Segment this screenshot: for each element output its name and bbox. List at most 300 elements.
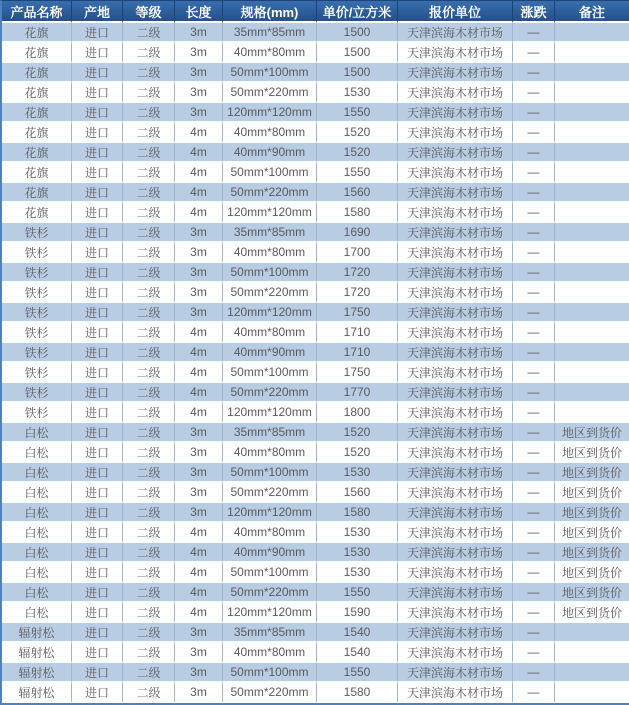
cell-product: 铁杉: [2, 343, 72, 363]
cell-length: 3m: [175, 443, 223, 463]
cell-grade: 二级: [123, 103, 175, 123]
cell-change: —: [513, 63, 555, 83]
cell-origin: 进口: [72, 63, 123, 83]
col-header-price: 单价/立方米: [317, 1, 398, 23]
cell-price: 1580: [317, 683, 398, 703]
cell-price: 1720: [317, 263, 398, 283]
cell-spec: 120mm*120mm: [223, 203, 317, 223]
cell-change: —: [513, 643, 555, 663]
cell-change: —: [513, 123, 555, 143]
cell-grade: 二级: [123, 243, 175, 263]
table-row: [2, 143, 629, 163]
cell-note: [555, 303, 629, 323]
cell-grade: 二级: [123, 123, 175, 143]
cell-note: 地区到货价: [555, 523, 629, 543]
cell-grade: 二级: [123, 223, 175, 243]
cell-change: —: [513, 183, 555, 203]
cell-grade: 二级: [123, 383, 175, 403]
cell-grade: 二级: [123, 443, 175, 463]
table-row: [2, 103, 629, 123]
cell-origin: 进口: [72, 123, 123, 143]
cell-quoter: 天津滨海木材市场: [398, 103, 513, 123]
cell-price: 1520: [317, 123, 398, 143]
table-row: [2, 403, 629, 423]
cell-price: 1560: [317, 183, 398, 203]
cell-note: 地区到货价: [555, 543, 629, 563]
cell-change: —: [513, 583, 555, 603]
cell-product: 铁杉: [2, 283, 72, 303]
cell-note: [555, 683, 629, 703]
cell-length: 3m: [175, 223, 223, 243]
cell-length: 3m: [175, 663, 223, 683]
cell-product: 辐射松: [2, 623, 72, 643]
cell-change: —: [513, 323, 555, 343]
cell-length: 4m: [175, 543, 223, 563]
table-row: [2, 343, 629, 363]
cell-grade: 二级: [123, 423, 175, 443]
cell-origin: 进口: [72, 663, 123, 683]
cell-origin: 进口: [72, 103, 123, 123]
cell-origin: 进口: [72, 583, 123, 603]
cell-quoter: 天津滨海木材市场: [398, 63, 513, 83]
cell-quoter: 天津滨海木材市场: [398, 403, 513, 423]
cell-product: 花旗: [2, 83, 72, 103]
cell-length: 3m: [175, 463, 223, 483]
cell-grade: 二级: [123, 583, 175, 603]
cell-quoter: 天津滨海木材市场: [398, 363, 513, 383]
cell-spec: 50mm*100mm: [223, 463, 317, 483]
cell-quoter: 天津滨海木材市场: [398, 183, 513, 203]
cell-grade: 二级: [123, 163, 175, 183]
cell-spec: 40mm*80mm: [223, 323, 317, 343]
cell-grade: 二级: [123, 363, 175, 383]
table-row: [2, 123, 629, 143]
cell-origin: 进口: [72, 443, 123, 463]
cell-length: 3m: [175, 263, 223, 283]
cell-quoter: 天津滨海木材市场: [398, 563, 513, 583]
cell-length: 4m: [175, 183, 223, 203]
cell-quoter: 天津滨海木材市场: [398, 23, 513, 43]
cell-grade: 二级: [123, 483, 175, 503]
cell-length: 3m: [175, 63, 223, 83]
cell-origin: 进口: [72, 563, 123, 583]
cell-product: 铁杉: [2, 403, 72, 423]
cell-quoter: 天津滨海木材市场: [398, 143, 513, 163]
cell-length: 3m: [175, 103, 223, 123]
table-row: [2, 83, 629, 103]
cell-grade: 二级: [123, 263, 175, 283]
cell-product: 铁杉: [2, 323, 72, 343]
table-row: [2, 663, 629, 683]
cell-note: 地区到货价: [555, 463, 629, 483]
cell-origin: 进口: [72, 523, 123, 543]
cell-origin: 进口: [72, 423, 123, 443]
cell-quoter: 天津滨海木材市场: [398, 583, 513, 603]
cell-spec: 50mm*220mm: [223, 383, 317, 403]
table-row: [2, 283, 629, 303]
cell-length: 3m: [175, 283, 223, 303]
cell-note: [555, 403, 629, 423]
table-row: [2, 163, 629, 183]
table-row: [2, 423, 629, 443]
cell-product: 白松: [2, 583, 72, 603]
cell-origin: 进口: [72, 643, 123, 663]
cell-origin: 进口: [72, 503, 123, 523]
cell-change: —: [513, 623, 555, 643]
cell-change: —: [513, 603, 555, 623]
cell-origin: 进口: [72, 43, 123, 63]
cell-spec: 35mm*85mm: [223, 423, 317, 443]
cell-length: 3m: [175, 43, 223, 63]
cell-note: [555, 143, 629, 163]
cell-price: 1530: [317, 463, 398, 483]
cell-change: —: [513, 163, 555, 183]
cell-note: [555, 343, 629, 363]
cell-product: 铁杉: [2, 303, 72, 323]
cell-note: [555, 223, 629, 243]
cell-note: [555, 623, 629, 643]
cell-quoter: 天津滨海木材市场: [398, 343, 513, 363]
cell-change: —: [513, 23, 555, 43]
cell-quoter: 天津滨海木材市场: [398, 383, 513, 403]
cell-length: 4m: [175, 383, 223, 403]
cell-length: 4m: [175, 563, 223, 583]
cell-length: 3m: [175, 483, 223, 503]
col-header-grade: 等级: [123, 1, 175, 23]
cell-grade: 二级: [123, 663, 175, 683]
cell-change: —: [513, 463, 555, 483]
cell-product: 白松: [2, 503, 72, 523]
cell-change: —: [513, 263, 555, 283]
cell-price: 1550: [317, 583, 398, 603]
cell-change: —: [513, 543, 555, 563]
cell-price: 1530: [317, 83, 398, 103]
cell-change: —: [513, 403, 555, 423]
cell-price: 1520: [317, 423, 398, 443]
cell-note: [555, 663, 629, 683]
cell-origin: 进口: [72, 263, 123, 283]
cell-spec: 50mm*220mm: [223, 183, 317, 203]
cell-grade: 二级: [123, 183, 175, 203]
cell-origin: 进口: [72, 543, 123, 563]
cell-note: 地区到货价: [555, 583, 629, 603]
cell-length: 3m: [175, 683, 223, 703]
cell-product: 花旗: [2, 203, 72, 223]
cell-product: 辐射松: [2, 683, 72, 703]
cell-price: 1700: [317, 243, 398, 263]
cell-origin: 进口: [72, 23, 123, 43]
cell-spec: 40mm*90mm: [223, 343, 317, 363]
cell-grade: 二级: [123, 603, 175, 623]
col-header-spec: 规格(mm): [223, 1, 317, 23]
cell-price: 1580: [317, 203, 398, 223]
cell-note: [555, 203, 629, 223]
cell-price: 1520: [317, 443, 398, 463]
cell-length: 4m: [175, 603, 223, 623]
cell-spec: 35mm*85mm: [223, 223, 317, 243]
cell-product: 铁杉: [2, 243, 72, 263]
cell-price: 1750: [317, 303, 398, 323]
cell-origin: 进口: [72, 163, 123, 183]
cell-grade: 二级: [123, 543, 175, 563]
col-header-quoter: 报价单位: [398, 1, 513, 23]
cell-length: 3m: [175, 643, 223, 663]
cell-origin: 进口: [72, 623, 123, 643]
cell-grade: 二级: [123, 23, 175, 43]
cell-note: [555, 263, 629, 283]
cell-spec: 35mm*85mm: [223, 623, 317, 643]
cell-origin: 进口: [72, 363, 123, 383]
cell-origin: 进口: [72, 303, 123, 323]
cell-note: [555, 323, 629, 343]
cell-grade: 二级: [123, 323, 175, 343]
cell-length: 3m: [175, 503, 223, 523]
cell-change: —: [513, 203, 555, 223]
table-row: [2, 23, 629, 43]
cell-product: 白松: [2, 523, 72, 543]
cell-grade: 二级: [123, 283, 175, 303]
cell-note: [555, 23, 629, 43]
cell-change: —: [513, 243, 555, 263]
cell-grade: 二级: [123, 83, 175, 103]
table-row: [2, 523, 629, 543]
cell-spec: 40mm*80mm: [223, 243, 317, 263]
cell-change: —: [513, 483, 555, 503]
cell-price: 1550: [317, 163, 398, 183]
cell-note: 地区到货价: [555, 503, 629, 523]
header-row: [2, 1, 629, 23]
cell-change: —: [513, 503, 555, 523]
cell-price: 1590: [317, 603, 398, 623]
cell-spec: 40mm*90mm: [223, 543, 317, 563]
cell-price: 1800: [317, 403, 398, 423]
cell-origin: 进口: [72, 683, 123, 703]
cell-quoter: 天津滨海木材市场: [398, 483, 513, 503]
cell-note: [555, 123, 629, 143]
table-row: [2, 563, 629, 583]
col-header-origin: 产地: [72, 1, 123, 23]
cell-grade: 二级: [123, 343, 175, 363]
cell-note: [555, 63, 629, 83]
col-header-note: 备注: [555, 1, 629, 23]
cell-product: 花旗: [2, 183, 72, 203]
cell-grade: 二级: [123, 63, 175, 83]
cell-note: [555, 183, 629, 203]
cell-spec: 40mm*90mm: [223, 143, 317, 163]
cell-price: 1500: [317, 63, 398, 83]
cell-spec: 50mm*100mm: [223, 363, 317, 383]
cell-price: 1710: [317, 343, 398, 363]
cell-quoter: 天津滨海木材市场: [398, 223, 513, 243]
cell-price: 1560: [317, 483, 398, 503]
cell-product: 辐射松: [2, 663, 72, 683]
cell-length: 4m: [175, 163, 223, 183]
cell-length: 4m: [175, 123, 223, 143]
cell-origin: 进口: [72, 223, 123, 243]
cell-change: —: [513, 223, 555, 243]
cell-length: 4m: [175, 203, 223, 223]
cell-length: 4m: [175, 323, 223, 343]
cell-spec: 50mm*220mm: [223, 683, 317, 703]
cell-product: 辐射松: [2, 643, 72, 663]
table-row: [2, 363, 629, 383]
cell-change: —: [513, 103, 555, 123]
cell-quoter: 天津滨海木材市场: [398, 683, 513, 703]
cell-note: 地区到货价: [555, 483, 629, 503]
cell-spec: 40mm*80mm: [223, 643, 317, 663]
cell-length: 4m: [175, 523, 223, 543]
cell-change: —: [513, 563, 555, 583]
table-row: [2, 503, 629, 523]
cell-spec: 40mm*80mm: [223, 523, 317, 543]
cell-origin: 进口: [72, 603, 123, 623]
cell-price: 1540: [317, 623, 398, 643]
cell-length: 3m: [175, 423, 223, 443]
cell-spec: 120mm*120mm: [223, 503, 317, 523]
cell-length: 3m: [175, 23, 223, 43]
cell-spec: 40mm*80mm: [223, 443, 317, 463]
cell-length: 3m: [175, 243, 223, 263]
cell-quoter: 天津滨海木材市场: [398, 423, 513, 443]
cell-note: 地区到货价: [555, 603, 629, 623]
cell-product: 白松: [2, 603, 72, 623]
cell-change: —: [513, 423, 555, 443]
cell-change: —: [513, 663, 555, 683]
cell-quoter: 天津滨海木材市场: [398, 203, 513, 223]
cell-product: 花旗: [2, 163, 72, 183]
cell-origin: 进口: [72, 243, 123, 263]
cell-note: [555, 83, 629, 103]
table-row: [2, 683, 629, 703]
cell-spec: 50mm*100mm: [223, 63, 317, 83]
cell-length: 4m: [175, 343, 223, 363]
cell-quoter: 天津滨海木材市场: [398, 543, 513, 563]
cell-note: [555, 643, 629, 663]
cell-quoter: 天津滨海木材市场: [398, 283, 513, 303]
cell-grade: 二级: [123, 463, 175, 483]
cell-quoter: 天津滨海木材市场: [398, 663, 513, 683]
cell-price: 1500: [317, 43, 398, 63]
cell-length: 4m: [175, 403, 223, 423]
cell-grade: 二级: [123, 563, 175, 583]
cell-product: 铁杉: [2, 223, 72, 243]
table-row: [2, 623, 629, 643]
table-row: [2, 183, 629, 203]
cell-quoter: 天津滨海木材市场: [398, 463, 513, 483]
cell-note: 地区到货价: [555, 443, 629, 463]
cell-price: 1770: [317, 383, 398, 403]
cell-origin: 进口: [72, 403, 123, 423]
cell-change: —: [513, 43, 555, 63]
cell-spec: 50mm*220mm: [223, 283, 317, 303]
cell-quoter: 天津滨海木材市场: [398, 443, 513, 463]
cell-change: —: [513, 343, 555, 363]
cell-quoter: 天津滨海木材市场: [398, 323, 513, 343]
cell-change: —: [513, 283, 555, 303]
table-row: [2, 483, 629, 503]
table-row: [2, 643, 629, 663]
cell-note: [555, 283, 629, 303]
cell-product: 铁杉: [2, 263, 72, 283]
cell-spec: 50mm*220mm: [223, 83, 317, 103]
table-row: [2, 203, 629, 223]
cell-length: 3m: [175, 303, 223, 323]
cell-change: —: [513, 363, 555, 383]
cell-grade: 二级: [123, 303, 175, 323]
cell-origin: 进口: [72, 283, 123, 303]
cell-product: 花旗: [2, 63, 72, 83]
col-header-change: 涨跌: [513, 1, 555, 23]
cell-price: 1710: [317, 323, 398, 343]
cell-note: [555, 383, 629, 403]
price-table-body: [2, 23, 629, 703]
cell-product: 白松: [2, 543, 72, 563]
cell-origin: 进口: [72, 143, 123, 163]
cell-origin: 进口: [72, 83, 123, 103]
cell-product: 白松: [2, 423, 72, 443]
cell-product: 白松: [2, 563, 72, 583]
cell-price: 1530: [317, 543, 398, 563]
cell-grade: 二级: [123, 403, 175, 423]
cell-quoter: 天津滨海木材市场: [398, 163, 513, 183]
table-row: [2, 323, 629, 343]
table-row: [2, 463, 629, 483]
cell-spec: 50mm*220mm: [223, 483, 317, 503]
cell-price: 1750: [317, 363, 398, 383]
cell-note: [555, 163, 629, 183]
cell-change: —: [513, 143, 555, 163]
cell-quoter: 天津滨海木材市场: [398, 523, 513, 543]
cell-quoter: 天津滨海木材市场: [398, 43, 513, 63]
cell-note: [555, 363, 629, 383]
cell-origin: 进口: [72, 383, 123, 403]
cell-origin: 进口: [72, 183, 123, 203]
cell-origin: 进口: [72, 463, 123, 483]
cell-grade: 二级: [123, 143, 175, 163]
cell-product: 铁杉: [2, 363, 72, 383]
cell-quoter: 天津滨海木材市场: [398, 123, 513, 143]
cell-quoter: 天津滨海木材市场: [398, 243, 513, 263]
cell-note: [555, 43, 629, 63]
cell-quoter: 天津滨海木材市场: [398, 603, 513, 623]
cell-origin: 进口: [72, 483, 123, 503]
cell-product: 花旗: [2, 43, 72, 63]
col-header-product: 产品名称: [2, 1, 72, 23]
table-row: [2, 583, 629, 603]
cell-price: 1720: [317, 283, 398, 303]
cell-change: —: [513, 683, 555, 703]
cell-price: 1550: [317, 663, 398, 683]
cell-length: 3m: [175, 623, 223, 643]
cell-length: 3m: [175, 83, 223, 103]
table-row: [2, 443, 629, 463]
cell-product: 白松: [2, 483, 72, 503]
cell-spec: 50mm*100mm: [223, 663, 317, 683]
cell-spec: 50mm*220mm: [223, 583, 317, 603]
cell-note: [555, 103, 629, 123]
cell-price: 1500: [317, 23, 398, 43]
cell-price: 1690: [317, 223, 398, 243]
table-row: [2, 383, 629, 403]
cell-quoter: 天津滨海木材市场: [398, 83, 513, 103]
cell-spec: 50mm*100mm: [223, 163, 317, 183]
cell-change: —: [513, 523, 555, 543]
cell-price: 1530: [317, 563, 398, 583]
cell-length: 4m: [175, 363, 223, 383]
cell-product: 铁杉: [2, 383, 72, 403]
table-row: [2, 43, 629, 63]
cell-grade: 二级: [123, 503, 175, 523]
